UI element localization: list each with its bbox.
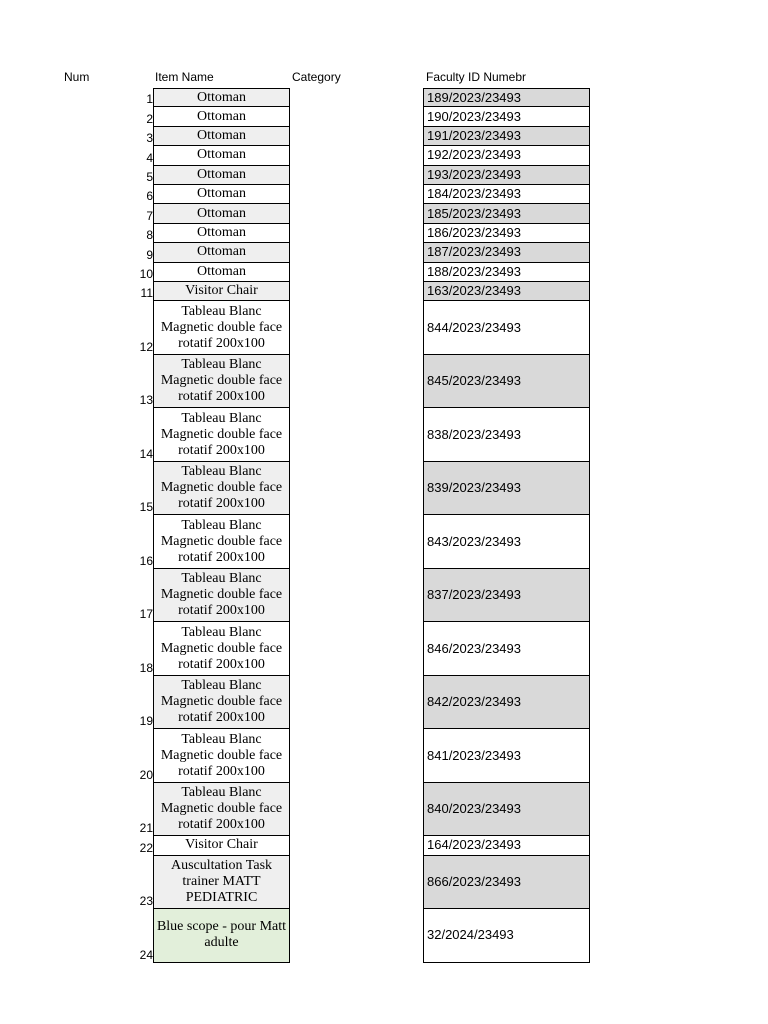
table-row xyxy=(0,836,768,855)
table-row xyxy=(0,263,768,282)
faculty-id-cell[interactable]: 190/2023/23493 xyxy=(423,107,590,126)
item-name-cell[interactable]: Tableau Blanc Magnetic double face rotatif 200x100 xyxy=(153,676,290,730)
row-number: 12 xyxy=(139,339,153,354)
row-number: 13 xyxy=(139,393,153,408)
table-row xyxy=(0,408,768,462)
table-row xyxy=(0,301,768,355)
faculty-id-cell[interactable]: 838/2023/23493 xyxy=(423,408,590,462)
item-name-cell[interactable]: Ottoman xyxy=(153,185,290,204)
item-name-cell[interactable]: Tableau Blanc Magnetic double face rotatif 200x100 xyxy=(153,729,290,783)
row-number: 2 xyxy=(146,111,153,126)
header-category: Category xyxy=(292,70,341,84)
faculty-id-cell[interactable]: 193/2023/23493 xyxy=(423,166,590,185)
row-number: 19 xyxy=(139,714,153,729)
table-row xyxy=(0,185,768,204)
item-name-cell[interactable]: Ottoman xyxy=(153,166,290,185)
row-number: 3 xyxy=(146,131,153,146)
faculty-id-cell[interactable]: 844/2023/23493 xyxy=(423,301,590,355)
table-row xyxy=(0,282,768,301)
item-name-cell[interactable]: Tableau Blanc Magnetic double face rotatif 200x100 xyxy=(153,569,290,623)
item-name-cell[interactable]: Tableau Blanc Magnetic double face rotatif 200x100 xyxy=(153,408,290,462)
table-row xyxy=(0,355,768,409)
faculty-id-cell[interactable]: 191/2023/23493 xyxy=(423,127,590,146)
item-name-cell[interactable]: Blue scope - pour Matt adulte xyxy=(153,909,290,963)
item-name-cell[interactable]: Tableau Blanc Magnetic double face rotatif 200x100 xyxy=(153,622,290,676)
item-name-cell[interactable]: Tableau Blanc Magnetic double face rotatif 200x100 xyxy=(153,355,290,409)
row-number: 11 xyxy=(140,286,153,301)
item-name-cell[interactable]: Ottoman xyxy=(153,243,290,262)
faculty-id-cell[interactable]: 840/2023/23493 xyxy=(423,783,590,837)
row-number: 17 xyxy=(139,607,153,622)
row-number: 22 xyxy=(139,840,153,855)
table-row xyxy=(0,729,768,783)
faculty-id-cell[interactable]: 187/2023/23493 xyxy=(423,243,590,262)
table-row xyxy=(0,622,768,676)
table-row xyxy=(0,515,768,569)
faculty-id-cell[interactable]: 32/2024/23493 xyxy=(423,909,590,963)
row-number: 4 xyxy=(146,150,153,165)
table-row xyxy=(0,166,768,185)
row-number: 1 xyxy=(146,92,153,107)
item-name-cell[interactable]: Visitor Chair xyxy=(153,282,290,301)
table-row xyxy=(0,107,768,126)
row-number: 21 xyxy=(139,821,153,836)
faculty-id-cell[interactable]: 163/2023/23493 xyxy=(423,282,590,301)
faculty-id-cell[interactable]: 164/2023/23493 xyxy=(423,836,590,855)
item-name-cell[interactable]: Ottoman xyxy=(153,263,290,282)
inventory-table xyxy=(0,88,768,963)
row-number: 8 xyxy=(146,228,153,243)
item-name-cell[interactable]: Tableau Blanc Magnetic double face rotatif 200x100 xyxy=(153,783,290,837)
faculty-id-cell[interactable]: 841/2023/23493 xyxy=(423,729,590,783)
faculty-id-cell[interactable]: 186/2023/23493 xyxy=(423,224,590,243)
row-number: 18 xyxy=(139,660,153,675)
row-number: 20 xyxy=(139,767,153,782)
item-name-cell[interactable]: Ottoman xyxy=(153,107,290,126)
item-name-cell[interactable]: Tableau Blanc Magnetic double face rotatif 200x100 xyxy=(153,462,290,516)
row-number: 24 xyxy=(139,947,153,962)
table-row xyxy=(0,224,768,243)
item-name-cell[interactable]: Visitor Chair xyxy=(153,836,290,855)
item-name-cell[interactable]: Ottoman xyxy=(153,146,290,165)
faculty-id-cell[interactable]: 192/2023/23493 xyxy=(423,146,590,165)
row-number: 9 xyxy=(146,247,153,262)
table-row xyxy=(0,676,768,730)
table-row xyxy=(0,146,768,165)
faculty-id-cell[interactable]: 189/2023/23493 xyxy=(423,88,590,107)
row-number: 6 xyxy=(146,189,153,204)
item-name-cell[interactable]: Tableau Blanc Magnetic double face rotatif 200x100 xyxy=(153,515,290,569)
row-number: 5 xyxy=(146,169,153,184)
faculty-id-cell[interactable]: 837/2023/23493 xyxy=(423,569,590,623)
item-name-cell[interactable]: Ottoman xyxy=(153,204,290,223)
item-name-cell[interactable]: Ottoman xyxy=(153,88,290,107)
faculty-id-cell[interactable]: 866/2023/23493 xyxy=(423,856,590,910)
faculty-id-cell[interactable]: 843/2023/23493 xyxy=(423,515,590,569)
table-row xyxy=(0,783,768,837)
faculty-id-cell[interactable]: 188/2023/23493 xyxy=(423,263,590,282)
row-number: 16 xyxy=(139,553,153,568)
table-row xyxy=(0,88,768,107)
table-row xyxy=(0,462,768,516)
faculty-id-cell[interactable]: 846/2023/23493 xyxy=(423,622,590,676)
faculty-id-cell[interactable]: 845/2023/23493 xyxy=(423,355,590,409)
table-row xyxy=(0,127,768,146)
faculty-id-cell[interactable]: 842/2023/23493 xyxy=(423,676,590,730)
item-name-cell[interactable]: Ottoman xyxy=(153,224,290,243)
item-name-cell[interactable]: Ottoman xyxy=(153,127,290,146)
table-row xyxy=(0,856,768,910)
table-row xyxy=(0,243,768,262)
header-item-name: Item Name xyxy=(155,70,214,84)
table-row xyxy=(0,569,768,623)
table-row xyxy=(0,204,768,223)
header-faculty-id: Faculty ID Numebr xyxy=(426,70,527,84)
row-number: 14 xyxy=(139,446,153,461)
faculty-id-cell[interactable]: 184/2023/23493 xyxy=(423,185,590,204)
row-number: 10 xyxy=(139,266,153,281)
row-number: 15 xyxy=(139,500,153,515)
table-row xyxy=(0,909,768,963)
row-number: 7 xyxy=(146,208,153,223)
header-num: Num xyxy=(64,70,90,84)
faculty-id-cell[interactable]: 185/2023/23493 xyxy=(423,204,590,223)
item-name-cell[interactable]: Tableau Blanc Magnetic double face rotatif 200x100 xyxy=(153,301,290,355)
item-name-cell[interactable]: Auscultation Task trainer MATT PEDIATRIC xyxy=(153,856,290,910)
row-number: 23 xyxy=(139,894,153,909)
faculty-id-cell[interactable]: 839/2023/23493 xyxy=(423,462,590,516)
